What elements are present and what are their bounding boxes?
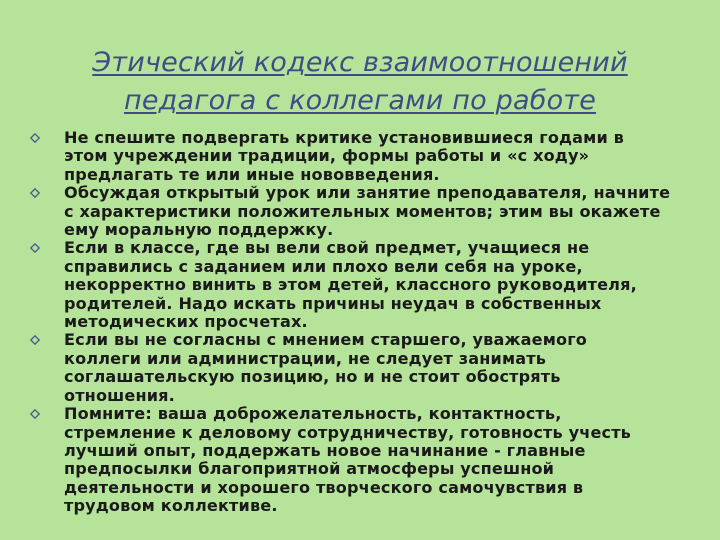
bullet-text-line: Помните: ваша доброжелательность, контактность, [64, 404, 562, 424]
bullet-text-line: ему моральную поддержку. [64, 220, 334, 240]
diamond-bullet-icon [30, 335, 40, 345]
bullet-text-line: родителей. Надо искать причины неудач в собственных [64, 293, 602, 313]
bullet-text-line: стремление к деловому сотрудничеству, готовность учесть [64, 422, 632, 442]
bullet-text-line: методических просчетах. [64, 312, 308, 332]
bullet-item-2 [30, 184, 690, 239]
bullet-text-line: отношения. [64, 385, 175, 405]
bullet-text-line: этом учреждении традиции, формы работы и «с ходу» [64, 146, 590, 166]
bullet-text-line: предлагать те или иные нововведения. [64, 164, 440, 184]
bullet-item-4 [30, 331, 690, 405]
diamond-bullet-icon [30, 188, 40, 198]
bullet-text-line: Если в классе, где вы вели свой предмет, учащиеся не [64, 238, 590, 258]
bullet-text-line: справились с заданием или плохо вели себя на уроке, [64, 256, 583, 276]
diamond-bullet-icon [30, 133, 40, 143]
bullet-list [30, 129, 690, 516]
bullet-item-5 [30, 405, 690, 515]
bullet-text-line: соглашательскую позицию, но и не стоит обострять [64, 367, 561, 387]
bullet-text-line: Не спешите подвергать критике установившиеся годами в [64, 128, 625, 147]
diamond-bullet-icon [30, 243, 40, 253]
bullet-item-3 [30, 239, 690, 331]
bullet-item-1 [30, 129, 690, 184]
bullet-text-line: предпосылки благоприятной атмосферы успешной [64, 459, 555, 479]
bullet-text-line: коллеги или администрации, не следует занимать [64, 348, 547, 368]
bullet-text-line: лучший опыт, поддержать новое начинание - главные [64, 440, 586, 460]
slide-title-line-1: Этический кодекс взаимоотношений [92, 47, 628, 79]
bullet-text-line: с характеристики положительных моментов; этим вы окажете [64, 201, 661, 221]
bullet-text-line: деятельности и хорошего творческого самочувствия в [64, 477, 584, 497]
slide-title [0, 44, 720, 120]
bullet-text-line: некорректно винить в этом детей, классного руководителя, [64, 275, 637, 295]
slide-title-line-2: педагога с коллегами по работе [123, 85, 597, 117]
bullet-text-line: трудовом коллективе. [64, 496, 278, 516]
bullet-text-line: Если вы не согласны с мнением старшего, уважаемого [64, 330, 587, 350]
diamond-bullet-icon [30, 409, 40, 419]
bullet-text-line: Обсуждая открытый урок или занятие преподавателя, начните [64, 183, 671, 203]
